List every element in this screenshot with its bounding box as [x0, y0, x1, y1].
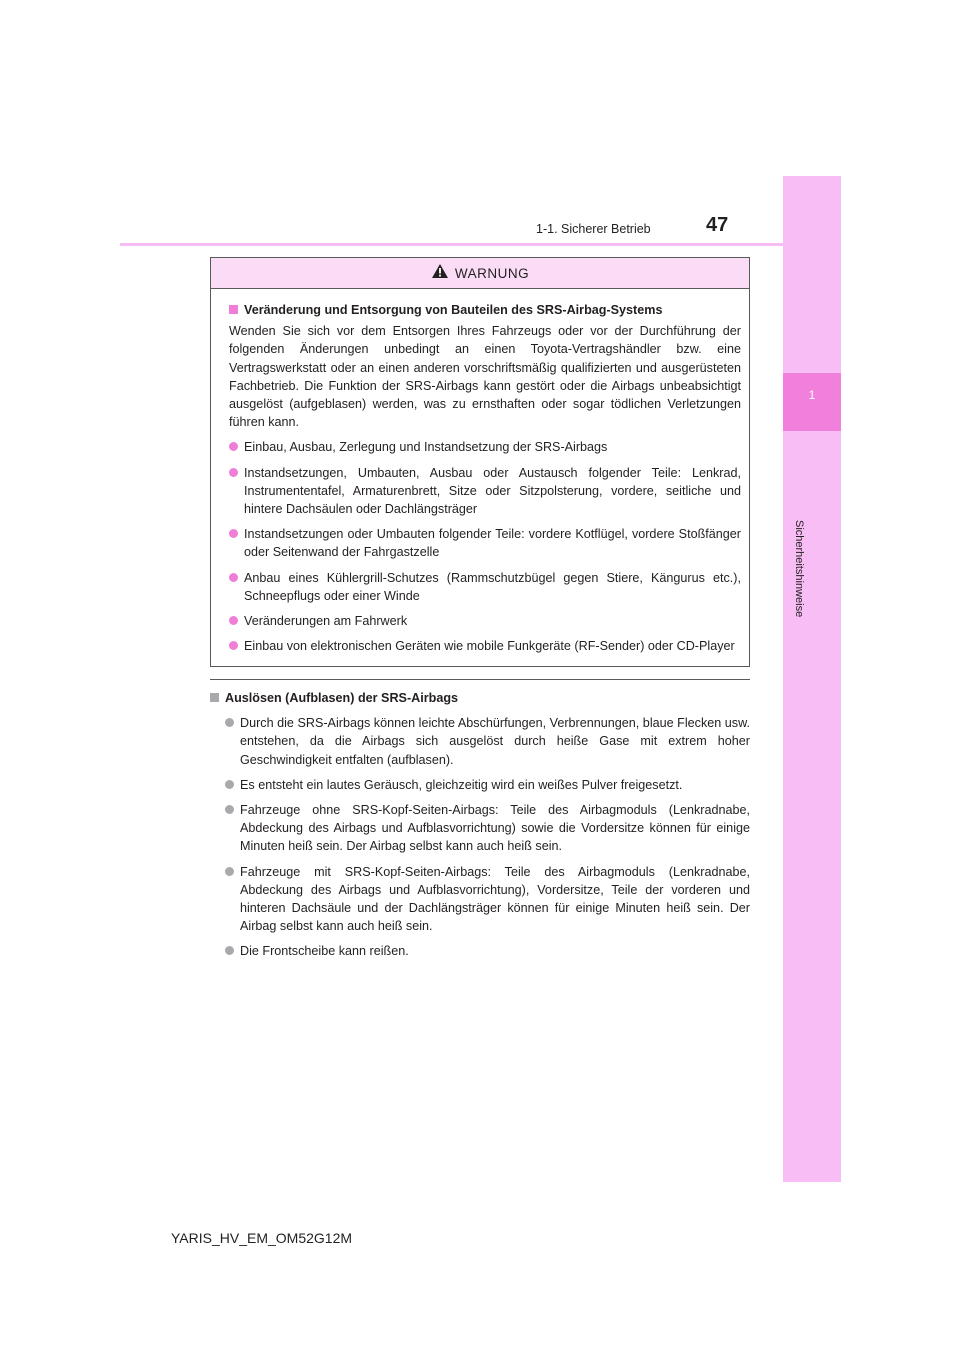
section-divider [210, 679, 750, 680]
warning-bullet-text: Einbau, Ausbau, Zerlegung und Instandsetzung der SRS-Airbags [244, 440, 608, 455]
square-bullet-icon [210, 693, 219, 702]
info-bullet [225, 714, 750, 769]
chapter-number: 1 [808, 388, 816, 402]
round-bullet-icon [229, 616, 238, 625]
warning-bullet-text: Instandsetzungen oder Umbauten folgender Teile: vordere Kotflügel, vordere Stoßfänger oder Seitenwand der Fahrgastzelle [244, 527, 741, 560]
info-bullet [225, 863, 750, 936]
square-bullet-icon [229, 305, 238, 314]
document-code: YARIS_HV_EM_OM52G12M [171, 1230, 353, 1246]
warning-subheading [229, 301, 741, 319]
warning-triangle-icon [431, 263, 449, 284]
round-bullet-icon [229, 573, 238, 582]
round-bullet-icon [225, 780, 234, 789]
info-subheading [210, 689, 750, 707]
warning-bullet-text: Anbau eines Kühlergrill-Schutzes (Rammschutzbügel gegen Stiere, Kängurus etc.), Schneepflugs oder einer Winde [244, 570, 741, 603]
round-bullet-icon [229, 529, 238, 538]
warning-bullet [229, 525, 741, 561]
warning-bullet [229, 612, 741, 630]
warning-bullet-text: Instandsetzungen, Umbauten, Ausbau oder Austausch folgender Teile: Lenkrad, Instrumententafel, Armaturenbrett, Sitze oder Sitzpolsterung, vordere, seitliche und hintere Dachsäulen oder Dachlängsträger [244, 465, 741, 517]
warning-bullet [229, 637, 741, 655]
warning-subheading-text: Veränderung und Entsorgung von Bauteilen des SRS-Airbag-Systems [244, 303, 663, 317]
warning-bullet [229, 569, 741, 605]
header-rule [120, 243, 783, 246]
info-bullet-text: Durch die SRS-Airbags können leichte Abschürfungen, Verbrennungen, blaue Flecken usw. entstehen, da die Airbags sich ausgelöst durch heiße Gase mit extrem hoher Geschwindigkeit entfalten (aufblasen). [240, 716, 750, 767]
info-bullet [225, 776, 750, 794]
round-bullet-icon [229, 468, 238, 477]
page-number: 47 [706, 214, 729, 236]
info-bullet-text: Es entsteht ein lautes Geräusch, gleichzeitig wird ein weißes Pulver freigesetzt. [240, 777, 683, 792]
warning-bullet-text: Veränderungen am Fahrwerk [244, 614, 408, 629]
warning-paragraph: Wenden Sie sich vor dem Entsorgen Ihres Fahrzeugs oder vor der Durchführung der folgenden Änderungen unbedingt an einen Toyota-Vertragshändler bzw. eine Vertragswerkstatt oder an einen anderen vorschriftsmäßig qualifizierten und ausgerüsteten Fachbetrieb. Die Funktion der SRS-Airbags kann gestört oder die Airbags unbeabsichtigt ausgelöst (aufgeblasen) werden, was zu ernsthaften oder sogar tödlichen Verletzungen führen kann. [229, 324, 741, 430]
info-subheading-text: Auslösen (Aufblasen) der SRS-Airbags [225, 691, 459, 705]
round-bullet-icon [229, 442, 238, 451]
info-section [210, 689, 750, 961]
warning-header [211, 258, 749, 289]
chapter-side-tab [783, 176, 841, 1182]
warning-bullet [229, 438, 741, 456]
warning-label: WARNUNG [454, 265, 530, 281]
chapter-title: Sicherheitshinweise [793, 520, 805, 618]
info-bullet [225, 801, 750, 856]
info-bullet-text: Fahrzeuge ohne SRS-Kopf-Seiten-Airbags: Teile des Airbagmoduls (Lenkradnabe, Abdeckung des Airbags und Aufblasvorrichtung) sowie die Vordersitze können für einige Minuten heiß sein. Der Airbag selbst kann auch heiß sein. [240, 803, 750, 854]
round-bullet-icon [225, 867, 234, 876]
warning-bullet-text: Einbau von elektronischen Geräten wie mobile Funkgeräte (RF-Sender) oder CD-Player [244, 639, 735, 654]
info-bullet-text: Fahrzeuge mit SRS-Kopf-Seiten-Airbags: Teile des Airbagmoduls (Lenkradnabe, Abdeckung des Airbags und Aufblasvorrichtung), Vordersitze, Teile der vorderen und hinteren Dachsäule und der Dachlängsträger können für einige Minuten heiß sein. Der Airbag selbst kann auch heiß sein. [240, 864, 750, 934]
warning-body [211, 289, 749, 655]
round-bullet-icon [229, 641, 238, 650]
round-bullet-icon [225, 946, 234, 955]
section-title: 1-1. Sicherer Betrieb [536, 222, 651, 236]
warning-box [210, 257, 750, 667]
round-bullet-icon [225, 718, 234, 727]
warning-bullet [229, 464, 741, 519]
round-bullet-icon [225, 805, 234, 814]
chapter-number-tab [783, 373, 841, 431]
info-bullet-text: Die Frontscheibe kann reißen. [240, 944, 409, 959]
info-bullet [225, 942, 750, 960]
